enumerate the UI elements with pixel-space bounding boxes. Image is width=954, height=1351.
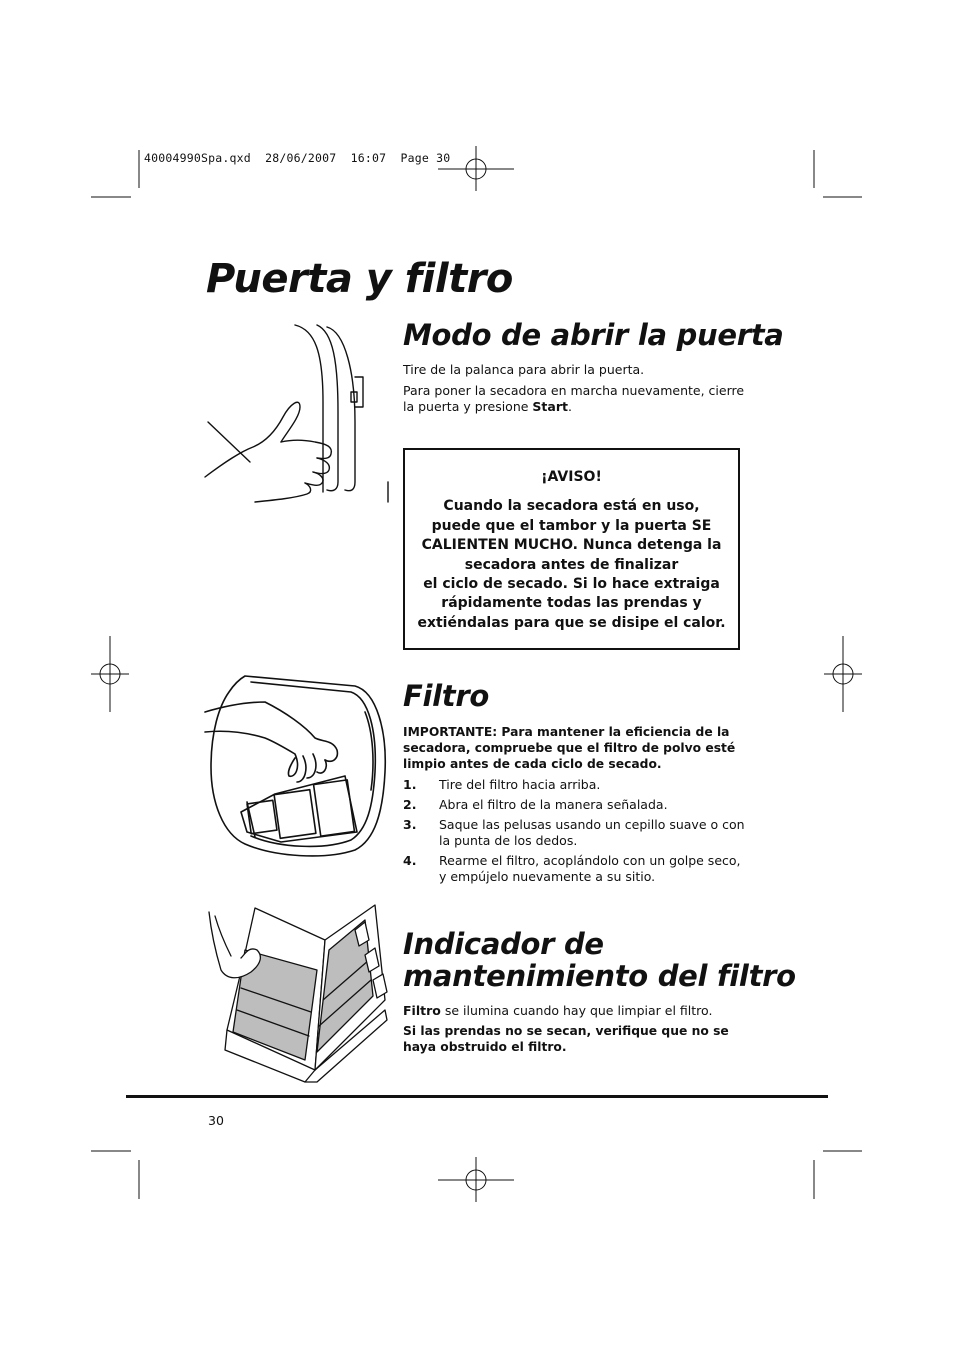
page-number: 30 bbox=[208, 1113, 224, 1128]
filter-open-illustration bbox=[205, 900, 390, 1085]
indicator-description: Filtro se ilumina cuando hay que limpiar el filtro. bbox=[403, 1003, 713, 1018]
start-keyword: Start bbox=[532, 399, 568, 414]
filter-heading: Filtro bbox=[403, 679, 489, 713]
page-title: Puerta y filtro bbox=[206, 256, 513, 302]
indicator-heading-line-1: Indicador de bbox=[403, 927, 604, 961]
door-opening-illustration bbox=[205, 322, 390, 507]
filter-important-note: IMPORTANTE: Para mantener la eficiencia de la secadora, compruebe que el filtro de polvo esté limpio antes de cada ciclo de secado. bbox=[403, 725, 736, 771]
door-instruction: Tire de la palanca para abrir la puerta. bbox=[403, 362, 645, 377]
warning-title: ¡AVISO! bbox=[541, 469, 602, 485]
filter-step: 4. Rearme el filtro, acoplándolo con un golpe seco, y empújelo nuevamente a su sitio. bbox=[403, 853, 741, 884]
warning-text bbox=[417, 497, 726, 633]
warning-box bbox=[403, 448, 740, 650]
indicator-heading-line-2: mantenimiento del filtro bbox=[403, 959, 796, 993]
filter-steps-list bbox=[403, 777, 748, 889]
print-slug: 40004990Spa.qxd 28/06/2007 16:07 Page 30 bbox=[144, 151, 451, 165]
footer-rule bbox=[126, 1095, 828, 1098]
door-heading: Modo de abrir la puerta bbox=[403, 318, 784, 352]
indicator-heading bbox=[403, 928, 796, 992]
filter-removal-illustration bbox=[205, 672, 390, 857]
filter-keyword: Filtro bbox=[403, 1003, 441, 1018]
filter-step: 1. Tire del filtro hacia arriba. bbox=[403, 777, 601, 792]
indicator-tip: Si las prendas no se secan, verifique que no se haya obstruido el filtro. bbox=[403, 1024, 729, 1054]
warning-line-2: el ciclo de secado. Si lo hace extraiga rápidamente todas las prendas y extiéndalas para que se disipe el calor. bbox=[417, 576, 726, 631]
warning-line-1: Cuando la secadora está en uso, puede que el tambor y la puerta SE CALIENTEN MUCHO. Nunca detenga la secadora antes de finalizar bbox=[421, 498, 722, 573]
door-restart-instruction: Para poner la secadora en marcha nuevamente, cierre la puerta y presione Start. bbox=[403, 383, 745, 414]
filter-step: 2. Abra el filtro de la manera señalada. bbox=[403, 797, 668, 812]
filter-step: 3. Saque las pelusas usando un cepillo suave o con la punta de los dedos. bbox=[403, 817, 745, 848]
